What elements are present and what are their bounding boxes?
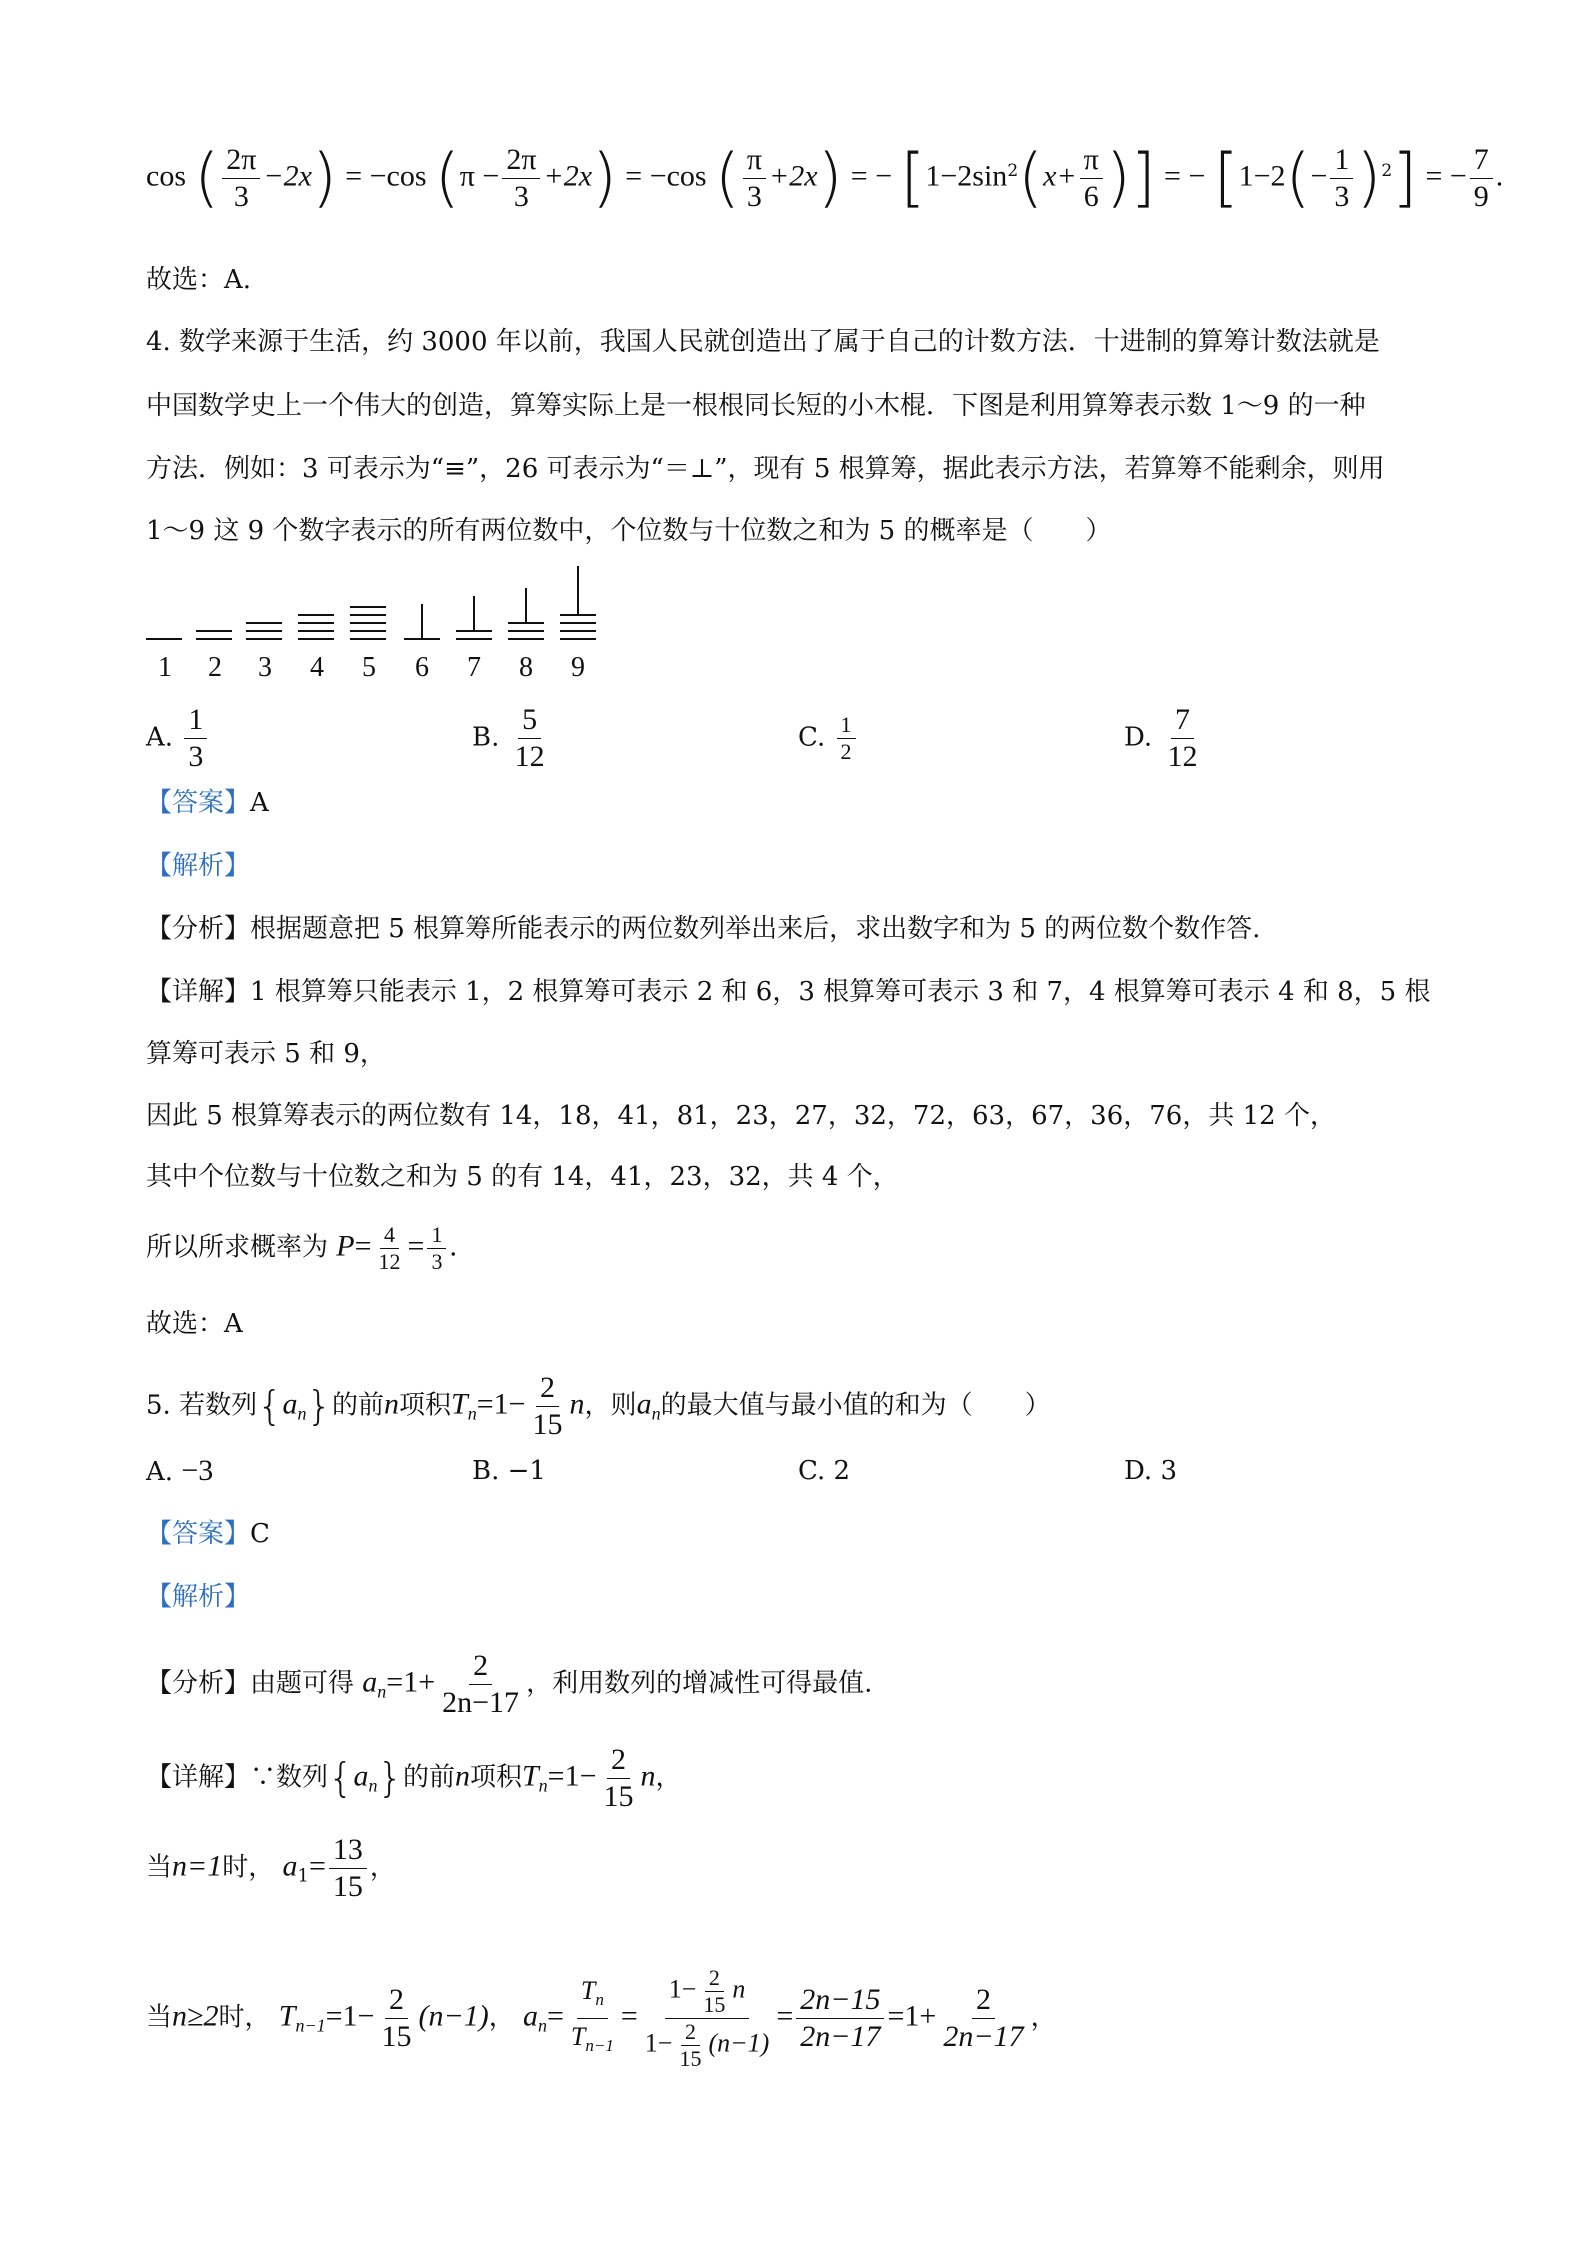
q4-probability-line: 所以所求概率为 P= $\frac{4}{12}$ = $\frac{1}{3}$ . — [146, 1222, 457, 1274]
q5-option-c: C. 2 — [798, 1456, 851, 1486]
q4-stem-line3: 方法．例如：3 可表示为“≡”，26 可表示为“＝⊥”，现有 5 根算筹，据此表示方法，若算筹不能剩余，则用 — [146, 454, 1385, 484]
q4-xiangjie-line1: 【详解】1 根算筹只能表示 1，2 根算筹可表示 2 和 6，3 根算筹可表示 3 和 7，4 根算筹可表示 4 和 8，5 根 — [146, 977, 1431, 1007]
q5-n2-line: 当n≥2时， $T_{n-1}=1-$ $\frac{2}{15}$ (n−1)， $a_n=$ $\frac{T_n}{T_{n-1}}$ = 1− $\frac{2}{15}$ n 1− $\frac{2}{15}$ (n−1) = $\frac{2n-15}{2n-17}$ =1+ $\frac{2}{2n-17}$ ， — [146, 1965, 1057, 2071]
q4-stem-line2: 中国数学史上一个伟大的创造，算筹实际上是一根根同长短的小木棍．下图是利用算筹表示数 1～9 的一种 — [146, 391, 1366, 421]
q4-xiangjie-line2: 算筹可表示 5 和 9， — [146, 1039, 386, 1069]
q4-analysis-tag: 【解析】 — [146, 851, 251, 881]
q5-n1-line: 当n=1时， $a_1=$ $\frac{13}{15}$ ， — [146, 1833, 396, 1903]
q4-option-a: A. $\frac{1}{3}$ — [146, 702, 210, 775]
q5-analysis-tag: 【解析】 — [146, 1582, 251, 1612]
q4-list-line: 因此 5 根算筹表示的两位数有 14，18，41，81，23，27，32，72，63，67，36，76，共 12 个， — [146, 1101, 1336, 1131]
q5-option-d: D. 3 — [1124, 1456, 1177, 1486]
q4-option-c: C. $\frac{1}{2}$ — [798, 712, 859, 765]
rod-label: 1 — [158, 652, 172, 683]
rod-label: 4 — [310, 652, 324, 683]
q4-sum5-line: 其中个位数与十位数之和为 5 的有 14，41，23，32，共 4 个， — [146, 1162, 899, 1192]
q4-answer: 【答案】A — [146, 788, 269, 818]
q5-answer: 【答案】C — [146, 1519, 270, 1549]
q5-fenxi: 【分析】由题可得 $a_n=1+$ $\frac{2}{2n-17}$ ，利用数列的增减性可得最值. — [146, 1649, 873, 1719]
rod-label: 2 — [208, 652, 222, 683]
q3-choice: 故选：A. — [146, 265, 252, 295]
q5-option-a: A. −3 — [146, 1454, 214, 1487]
rod-label: 6 — [415, 652, 429, 683]
rod-label: 3 — [258, 652, 272, 683]
rod-label: 5 — [362, 652, 376, 683]
q4-option-b: B. $\frac{5}{12}$ — [472, 703, 545, 773]
q4-stem-line4: 1～9 这 9 个数字表示的所有两位数中，个位数与十位数之和为 5 的概率是（ ） — [146, 516, 1112, 546]
q5-option-b: B. −1 — [472, 1456, 546, 1486]
q4-choice: 故选：A — [146, 1309, 243, 1339]
q3-equation: cos ( $\frac{2\pi}{3}$ −2x) = −cos (π − $\frac{2\pi}{3}$ +2x) = −cos ( $\frac{\pi}{3}$ +2x) = − [$1-2\sin^2(x+$ $\frac{\pi}{6}$ )] = − [1−2(− $\frac{1}{3}$ )$^2$] = − $\frac{7}{9}$ . — [146, 141, 1504, 216]
q4-fenxi: 【分析】根据题意把 5 根算筹所能表示的两位数列举出来后，求出数字和为 5 的两位数个数作答. — [146, 914, 1261, 944]
q4-stem-line1: 4. 数学来源于生活，约 3000 年以前，我国人民就创造出了属于自己的计数方法．十进制的算筹计数法就是 — [146, 327, 1380, 357]
q4-option-d: D. $\frac{7}{12}$ — [1124, 703, 1198, 773]
q5-stem: 5. 若数列$\{a_n\}$的前n项积$T_n=1-$ $\frac{2}{15}$ n，则$a_n$的最大值与最小值的和为（ ） — [146, 1371, 1051, 1441]
rod-label: 8 — [519, 652, 533, 683]
counting-rod-figure — [140, 560, 610, 690]
rod-label: 7 — [467, 652, 481, 683]
rod-label: 9 — [571, 652, 585, 683]
q5-xiangjie: 【详解】∵数列$\{a_n\}$的前n项积$T_n=1-$ $\frac{2}{15}$ n， — [146, 1743, 682, 1813]
